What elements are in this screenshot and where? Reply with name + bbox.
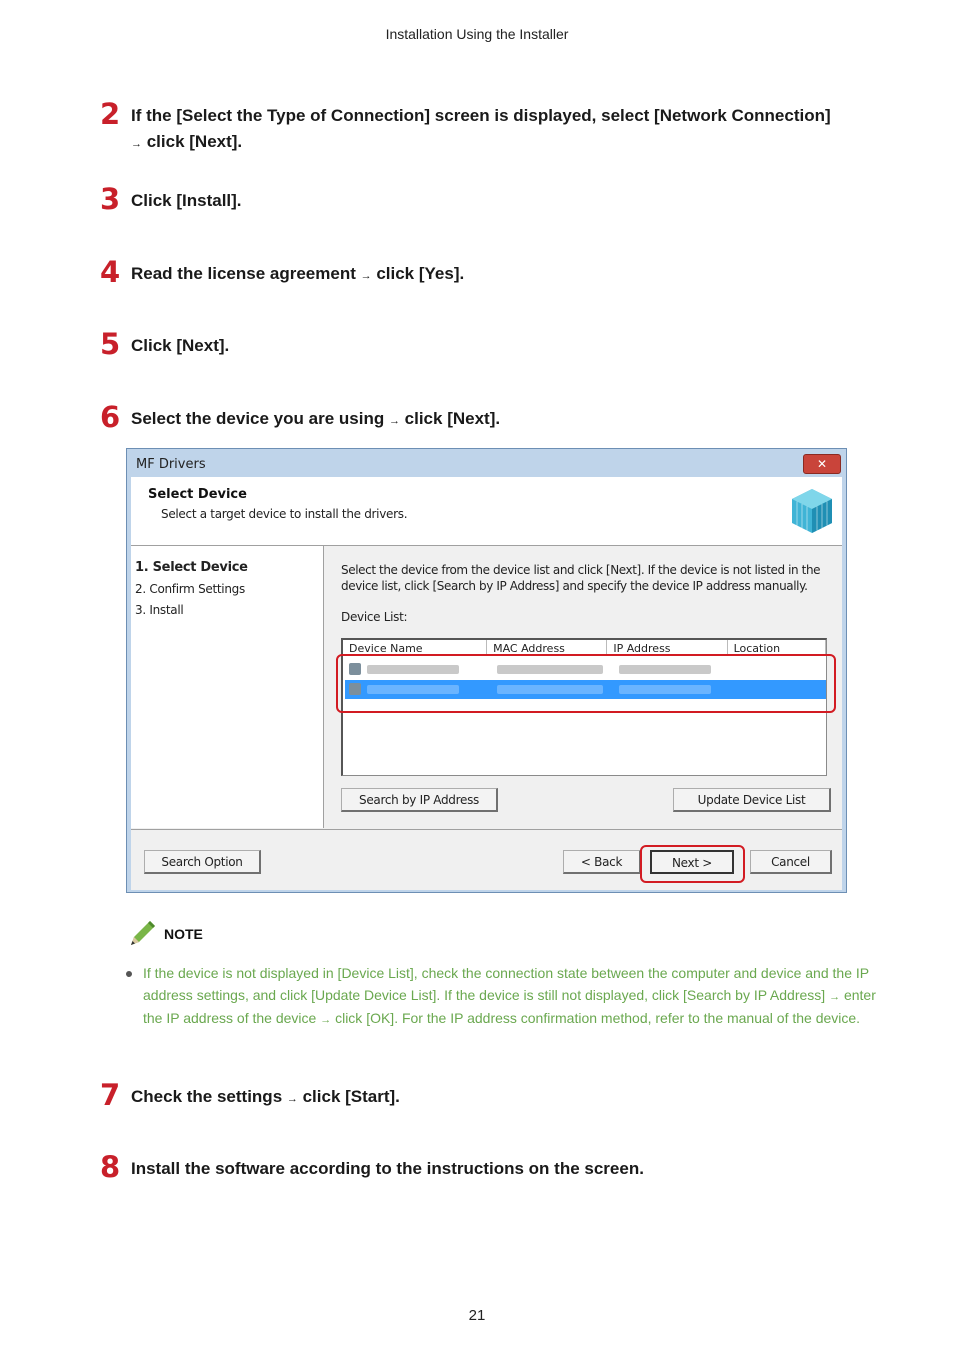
- step-text: Click [Install].: [131, 191, 242, 210]
- page-number: 21: [468, 1307, 486, 1324]
- step-number: 4: [100, 255, 121, 289]
- back-button[interactable]: < Back: [563, 850, 641, 874]
- step-8: [100, 1150, 890, 1184]
- step-5: [100, 327, 890, 361]
- step-text: Click [Next].: [131, 336, 230, 355]
- col-ip-address[interactable]: IP Address: [607, 640, 727, 654]
- search-option-button[interactable]: Search Option: [144, 850, 261, 874]
- step-2: [100, 97, 890, 157]
- title-bar: [127, 449, 846, 477]
- header-title: Select Device: [148, 487, 247, 502]
- note-body: [126, 963, 876, 1032]
- step-nav: [131, 546, 324, 828]
- step-text: Select the device you are using → click [Next].: [131, 409, 501, 428]
- window-title: MF Drivers: [136, 457, 206, 472]
- step-number: 8: [100, 1150, 121, 1184]
- step-4: [100, 255, 890, 289]
- step-number: 7: [100, 1078, 121, 1112]
- bullet-icon: [126, 971, 132, 977]
- header-subtitle: Select a target device to install the drivers.: [161, 507, 408, 521]
- dialog-header: [131, 477, 842, 546]
- device-list-label: Device List:: [341, 610, 408, 624]
- note-label: NOTE: [164, 926, 203, 942]
- step-7: [100, 1078, 890, 1112]
- nav-install: 3. Install: [135, 603, 184, 617]
- instruction-text: Select the device from the device list and click [Next]. If the device is not listed in the device list, click [Search by IP Address] and specify the device IP address manually.: [341, 563, 821, 593]
- col-location[interactable]: Location: [728, 640, 826, 654]
- driver-cube-icon: [790, 487, 834, 535]
- step-text: Check the settings → click [Start].: [131, 1087, 400, 1106]
- step-number: 5: [100, 327, 121, 361]
- close-icon[interactable]: ✕: [803, 454, 841, 474]
- col-device-name[interactable]: Device Name: [343, 640, 487, 654]
- step-3: [100, 182, 890, 216]
- pencil-icon: [126, 918, 158, 950]
- next-highlight-box: [640, 845, 745, 883]
- step-number: 3: [100, 182, 121, 216]
- note-text: If the device is not displayed in [Device List], check the connection state between the computer and device and the IP address settings, and click [Update Device List]. If the device is still not displayed, click [Search by IP Address] → enter the IP address of the device → click [OK]. For the IP address confirmation method, refer to the manual of the device.: [143, 965, 876, 1027]
- step-6: [100, 400, 890, 434]
- note-heading: [126, 918, 203, 955]
- step-text: Install the software according to the instructions on the screen.: [131, 1159, 644, 1178]
- nav-select-device: 1. Select Device: [135, 560, 248, 575]
- update-device-list-button[interactable]: Update Device List: [673, 788, 831, 812]
- step-number: 2: [100, 97, 121, 131]
- step-text: Read the license agreement → click [Yes].: [131, 264, 465, 283]
- running-header: Installation Using the Installer: [385, 26, 569, 42]
- next-button[interactable]: Next >: [650, 850, 734, 874]
- device-highlight-box: [336, 654, 836, 713]
- cancel-button[interactable]: Cancel: [750, 850, 832, 874]
- nav-confirm-settings: 2. Confirm Settings: [135, 582, 245, 596]
- device-list-header: [343, 640, 826, 655]
- step-number: 6: [100, 400, 121, 434]
- col-mac-address[interactable]: MAC Address: [487, 640, 607, 654]
- search-by-ip-button[interactable]: Search by IP Address: [341, 788, 498, 812]
- step-text: If the [Select the Type of Connection] screen is displayed, select [Network Connection] → click [Next].: [131, 106, 831, 151]
